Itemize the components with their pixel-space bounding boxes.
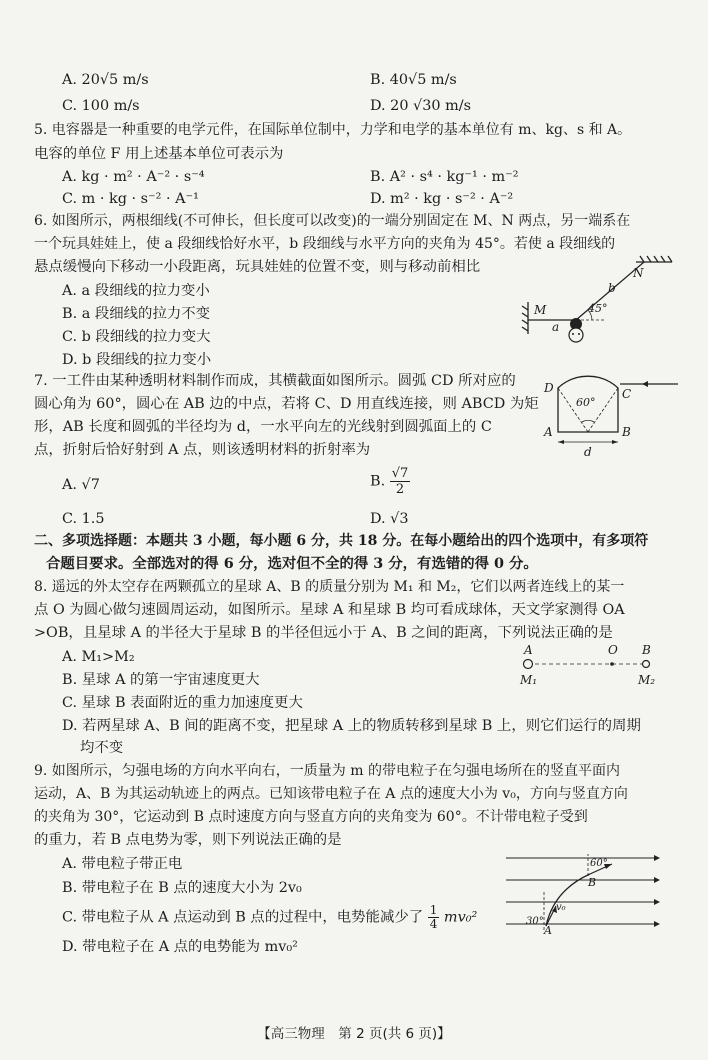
section2-heading-line1: 二、多项选择题：本题共 3 小题，每小题 6 分，共 18 分。在每小题给出的四个选项中，有多项符 [34, 533, 649, 549]
label-a: a [552, 320, 560, 334]
q9-option-c-text: C. 带电粒子从 A 点运动到 B 点的过程中，电势能减少了 [62, 909, 424, 926]
star-a [524, 660, 533, 669]
q4-option-c: C. 100 m/s [62, 98, 140, 114]
label-angle: 45° [588, 302, 608, 315]
q7-stem-line3: 形，AB 长度和圆弧的半径均为 d，一水平向左的光线射到圆弧面上的 C [34, 419, 492, 435]
q5-stem-line1: 5. 电容器是一种重要的电学元件，在国际单位制中，力学和电学的基本单位有 m、kg、s 和 A。 [34, 122, 632, 138]
q9-option-d: D. 带电粒子在 A 点的电势能为 mv₀² [62, 939, 298, 955]
label-m: M [534, 303, 547, 317]
q7-stem-line2: 圆心角为 60°，圆心在 AB 边的中点，若将 C、D 用直线连接，则 ABCD 为矩 [34, 396, 539, 412]
q9-option-c-energy: mv₀² [443, 909, 478, 926]
q8-figure [514, 642, 664, 692]
label-m2: M₂ [638, 673, 656, 687]
q6-option-a: A. a 段细线的拉力变小 [62, 283, 210, 299]
center-o [610, 662, 614, 666]
q9-option-c-fraction [428, 904, 440, 931]
q8-stem-line2: 点 O 为圆心做匀速圆周运动，如图所示。星球 A 和星球 B 均可看成球体，天文学家测得 OA [34, 602, 625, 618]
q6-stem-line2: 一个玩具娃娃上，使 a 段细线恰好水平，b 段细线与水平方向的夹角为 45°。若使 a 段细线的 [34, 236, 616, 252]
q7-option-c: C. 1.5 [62, 511, 105, 527]
section2-heading-line2: 合题目要求。全部选对的得 6 分，选对但不全的得 3 分，有选错的得 0 分。 [46, 555, 538, 572]
q5-option-b: B. A² · s⁴ · kg⁻¹ · m⁻² [370, 169, 519, 185]
q5-stem-line2: 电容的单位 F 用上述基本单位可表示为 [34, 146, 284, 162]
field-lines [506, 858, 654, 924]
q4-option-a: A. 20√5 m/s [62, 72, 149, 88]
q6-option-c: C. b 段细线的拉力变大 [62, 329, 211, 345]
label-width: d [584, 445, 592, 459]
q8-option-d: D. 若两星球 A、B 间的距离不变，把星球 A 上的物质转移到星球 B 上，则它们运行的周期 [62, 718, 641, 734]
page-footer: 【高三物理 第 2 页(共 6 页)】 [257, 1026, 451, 1042]
q7-option-b-numerator: √7 [391, 466, 409, 481]
field-arrows [654, 855, 660, 927]
q9-option-c-denominator: 4 [429, 917, 438, 931]
q9-stem-line4: 的重力，若 B 点电势为零，则下列说法正确的是 [34, 832, 342, 848]
label-c: C [622, 387, 632, 401]
q7-option-a [62, 476, 100, 494]
label-a: A [544, 924, 552, 934]
label-a: A [524, 643, 533, 657]
q8-stem-line3: >OB，且星球 A 的半径大于星球 B 的半径但远小于 A、B 之间的距离，下列说法正确的是 [34, 625, 613, 641]
label-60: 60° [590, 858, 608, 869]
q8-option-c: C. 星球 B 表面附近的重力加速度更大 [62, 695, 303, 711]
q7-option-a-value: √7 [81, 477, 100, 493]
label-angle: 60° [576, 396, 596, 409]
label-d: D [544, 381, 554, 395]
q9-option-a: A. 带电粒子带正电 [62, 856, 183, 872]
q7-stem-line4: 点，折射后恰好射到 A 点，则该透明材料的折射率为 [34, 442, 371, 458]
q6-figure [516, 252, 676, 352]
q6-stem-line3: 悬点缓慢向下移动一小段距离，玩具娃娃的位置不变，则与移动前相比 [34, 259, 481, 275]
label-o: O [608, 643, 618, 657]
arc-60 [582, 420, 594, 422]
q9-option-c-numerator: 1 [429, 903, 438, 917]
label-b: B [588, 876, 597, 889]
q7-option-b-denominator: 2 [395, 482, 405, 497]
label-a: A [544, 425, 553, 439]
label-m1: M₁ [520, 673, 538, 687]
q7-figure [538, 370, 688, 460]
radius-to-d [558, 388, 588, 432]
q5-option-c: C. m · kg · s⁻² · A⁻¹ [62, 191, 199, 207]
q7-option-a-prefix: A. [62, 477, 77, 493]
q8-option-a: A. M₁>M₂ [62, 649, 135, 665]
radius-to-c [588, 388, 618, 432]
q5-option-a: A. kg · m² · A⁻² · s⁻⁴ [62, 169, 205, 185]
ceiling-hatch-n [636, 256, 672, 262]
q4-option-d: D. 20 √30 m/s [370, 98, 471, 114]
q8-stem-line1: 8. 遥远的外太空存在两颗孤立的星球 A、B 的质量分别为 M₁ 和 M₂，它们以两者连线上的某一 [34, 579, 625, 595]
doll-icon [569, 318, 583, 342]
q6-stem-line1: 6. 如图所示，两根细线(不可伸长，但长度可以改变)的一端分别固定在 M、N 两点，另一端系在 [34, 213, 631, 229]
q6-option-d: D. b 段细线的拉力变小 [62, 352, 212, 368]
label-n: N [633, 266, 644, 280]
wall-hatch-m [522, 302, 528, 334]
label-b: b [608, 281, 616, 295]
trajectory [546, 874, 590, 926]
q9-figure [504, 850, 660, 934]
q8-option-b: B. 星球 A 的第一宇宙速度更大 [62, 672, 260, 688]
q9-stem-line3: 的夹角为 30°，它运动到 B 点时速度方向与竖直方向的夹角变为 60°。不计带电粒子受到 [34, 809, 588, 825]
q5-option-d: D. m² · kg · s⁻² · A⁻² [370, 191, 514, 207]
q9-option-c [62, 904, 477, 931]
ray-arrow-icon [642, 381, 648, 387]
q7-option-b-prefix: B. [370, 473, 386, 490]
q9-stem-line2: 运动，A、B 为其运动轨迹上的两点。已知该带电粒子在 A 点的速度大小为 v₀，方向与竖直方向 [34, 786, 628, 802]
q4-option-b: B. 40√5 m/s [370, 72, 457, 88]
q9-option-b: B. 带电粒子在 B 点的速度大小为 2v₀ [62, 880, 302, 896]
q7-option-d: D. √3 [370, 511, 409, 527]
q6-option-b: B. a 段细线的拉力不变 [62, 306, 211, 322]
q7-option-b-fraction [390, 466, 411, 497]
label-30: 30° [526, 916, 544, 927]
q7-stem-line1: 7. 一工件由某种透明材料制作而成，其横截面如图所示。圆弧 CD 所对应的 [34, 373, 516, 389]
q7-option-b [370, 466, 410, 497]
label-b: B [642, 643, 651, 657]
label-v0: v₀ [556, 902, 566, 913]
star-b [643, 661, 650, 668]
q8-option-d-cont: 均不变 [80, 740, 124, 756]
q9-stem-line1: 9. 如图所示，匀强电场的方向水平向右，一质量为 m 的带电粒子在匀强电场所在的竖直平面内 [34, 763, 620, 779]
label-b: B [622, 425, 631, 439]
